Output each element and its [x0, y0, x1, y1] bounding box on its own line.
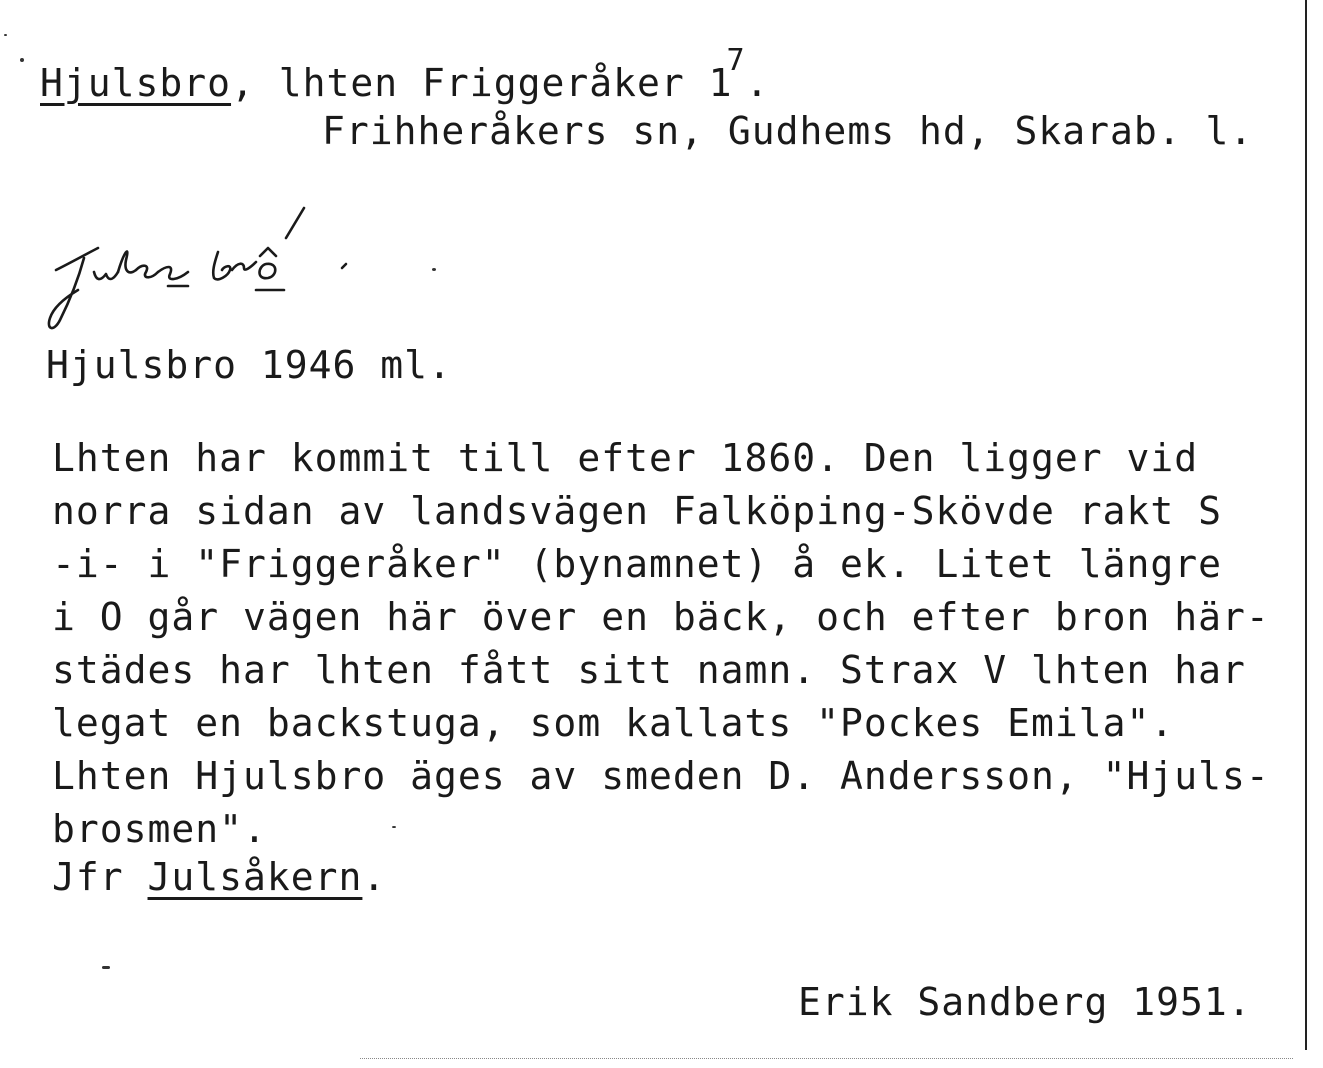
card-bottom-edge [360, 1058, 1293, 1059]
heading-trailing: . [745, 61, 770, 105]
signature: Erik Sandberg 1951. [798, 980, 1252, 1024]
cross-reference-prefix: Jfr [52, 855, 148, 899]
heading-superscript: 7 [726, 43, 746, 78]
mapping-record: Hjulsbro 1946 ml. [46, 343, 452, 387]
body-line: städes har lhten fått sitt namn. Strax V lhten har [52, 648, 1246, 692]
cross-reference-trailing: . [362, 855, 387, 899]
heading-line [40, 43, 770, 105]
scan-speck [392, 826, 396, 828]
cross-reference-target: Julsåkern [147, 855, 363, 899]
location-line: Frihheråkers sn, Gudhems hd, Skarab. l. [322, 109, 1254, 153]
scan-speck [20, 58, 24, 62]
scan-speck [4, 34, 7, 36]
body-line: legat en backstuga, som kallats "Pockes Emila". [52, 701, 1175, 745]
cross-reference [52, 855, 387, 899]
heading-rest: , lhten Friggeråker 1 [231, 61, 733, 105]
scan-speck [102, 966, 110, 969]
body-line: Lhten har kommit till efter 1860. Den ligger vid [52, 436, 1199, 480]
place-name: Hjulsbro [40, 61, 232, 105]
handwritten-pronunciation [38, 200, 398, 340]
card-edge [1305, 0, 1307, 1050]
body-line: brosmen". [52, 807, 267, 851]
body-line: Lhten Hjulsbro äges av smeden D. Andersson, "Hjuls- [52, 754, 1270, 798]
body-text [52, 432, 1270, 856]
body-line: i O går vägen här över en bäck, och efter bron här- [52, 595, 1270, 639]
scan-speck [432, 268, 436, 271]
body-line: norra sidan av landsvägen Falköping-Skövde rakt S [52, 489, 1223, 533]
body-line: -i- i "Friggeråker" (bynamnet) å ek. Litet längre [52, 542, 1223, 586]
